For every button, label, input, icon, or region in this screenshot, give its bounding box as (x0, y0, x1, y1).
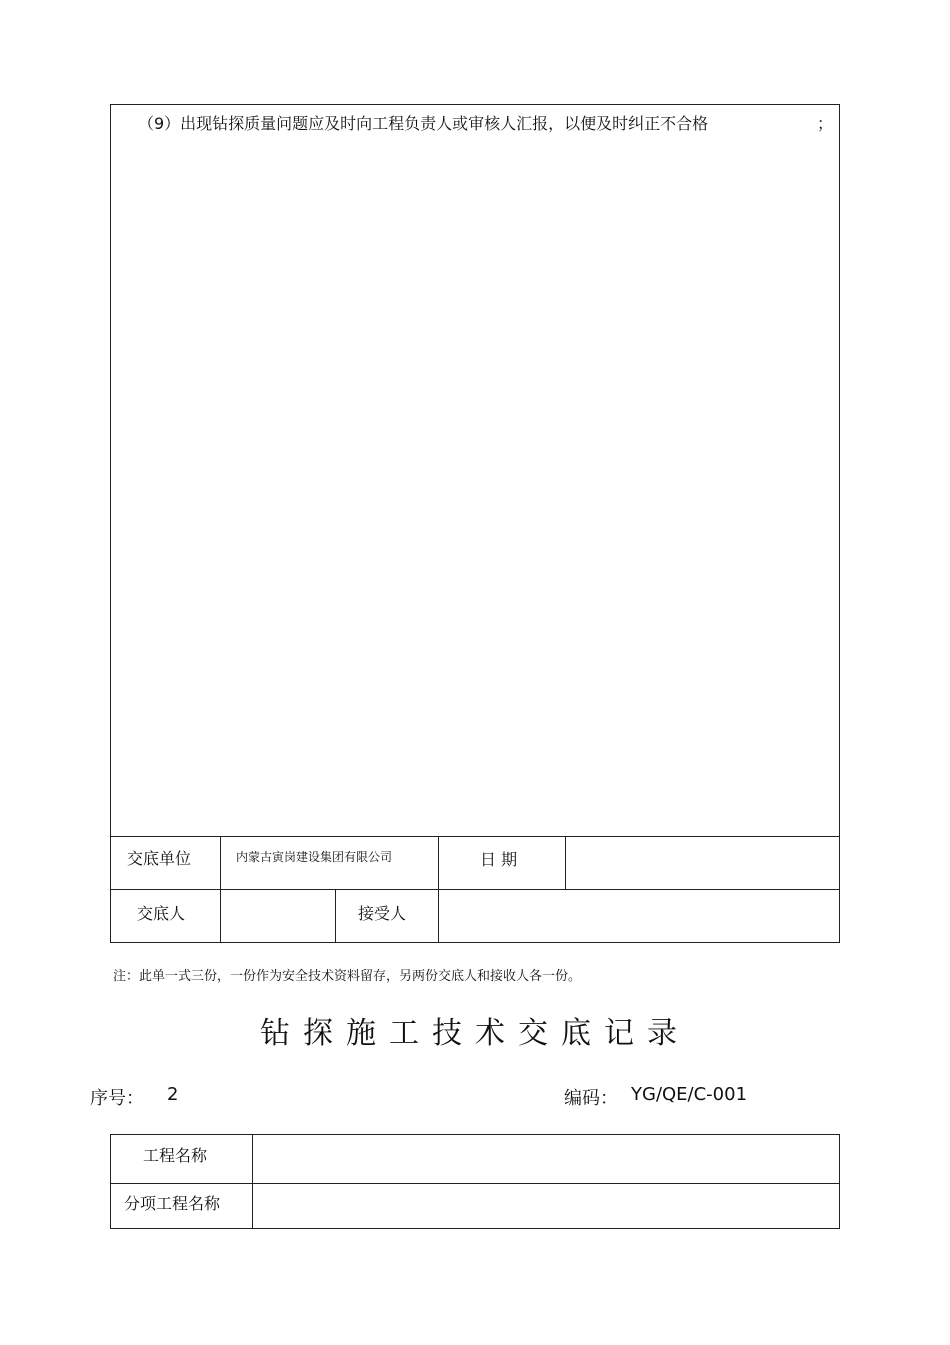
col-divider (220, 836, 221, 890)
table-border-left (110, 104, 111, 943)
item-9-text: （9）出现钻探质量问题应及时向工程负责人或审核人汇报，以便及时纠正不合格 (138, 114, 709, 133)
col-divider (252, 1134, 253, 1229)
project-name-label: 工程名称 (143, 1146, 208, 1165)
table-border-bottom (110, 1228, 840, 1229)
table-border-right (839, 104, 840, 943)
col-divider (220, 889, 221, 943)
table-border-right (839, 1134, 840, 1229)
item-9-end: ； (817, 114, 834, 133)
code-value: YG/QE/C-001 (631, 1084, 748, 1105)
unit-label: 交底单位 (127, 849, 192, 868)
serial-value: 2 (167, 1084, 179, 1105)
col-divider (565, 836, 566, 890)
col-divider (438, 836, 439, 890)
unit-value: 内蒙古寅岗建设集团有限公司 (236, 850, 393, 864)
sub-project-label: 分项工程名称 (124, 1194, 221, 1213)
table-border-left (110, 1134, 111, 1229)
serial-label: 序号： (90, 1088, 144, 1109)
code-label: 编码： (564, 1088, 618, 1109)
table-border-top (110, 104, 840, 105)
col-divider (335, 889, 336, 943)
page-title: 钻探施工技术交底记录 (260, 1016, 690, 1051)
col-divider (438, 889, 439, 943)
receiver-label: 接受人 (358, 904, 407, 923)
row-divider (110, 1183, 840, 1184)
discloser-label: 交底人 (137, 904, 186, 923)
date-label: 日 期 (480, 850, 518, 869)
copies-note: 注：此单一式三份，一份作为安全技术资料留存，另两份交底人和接收人各一份。 (113, 969, 582, 984)
table-border-top (110, 1134, 840, 1135)
